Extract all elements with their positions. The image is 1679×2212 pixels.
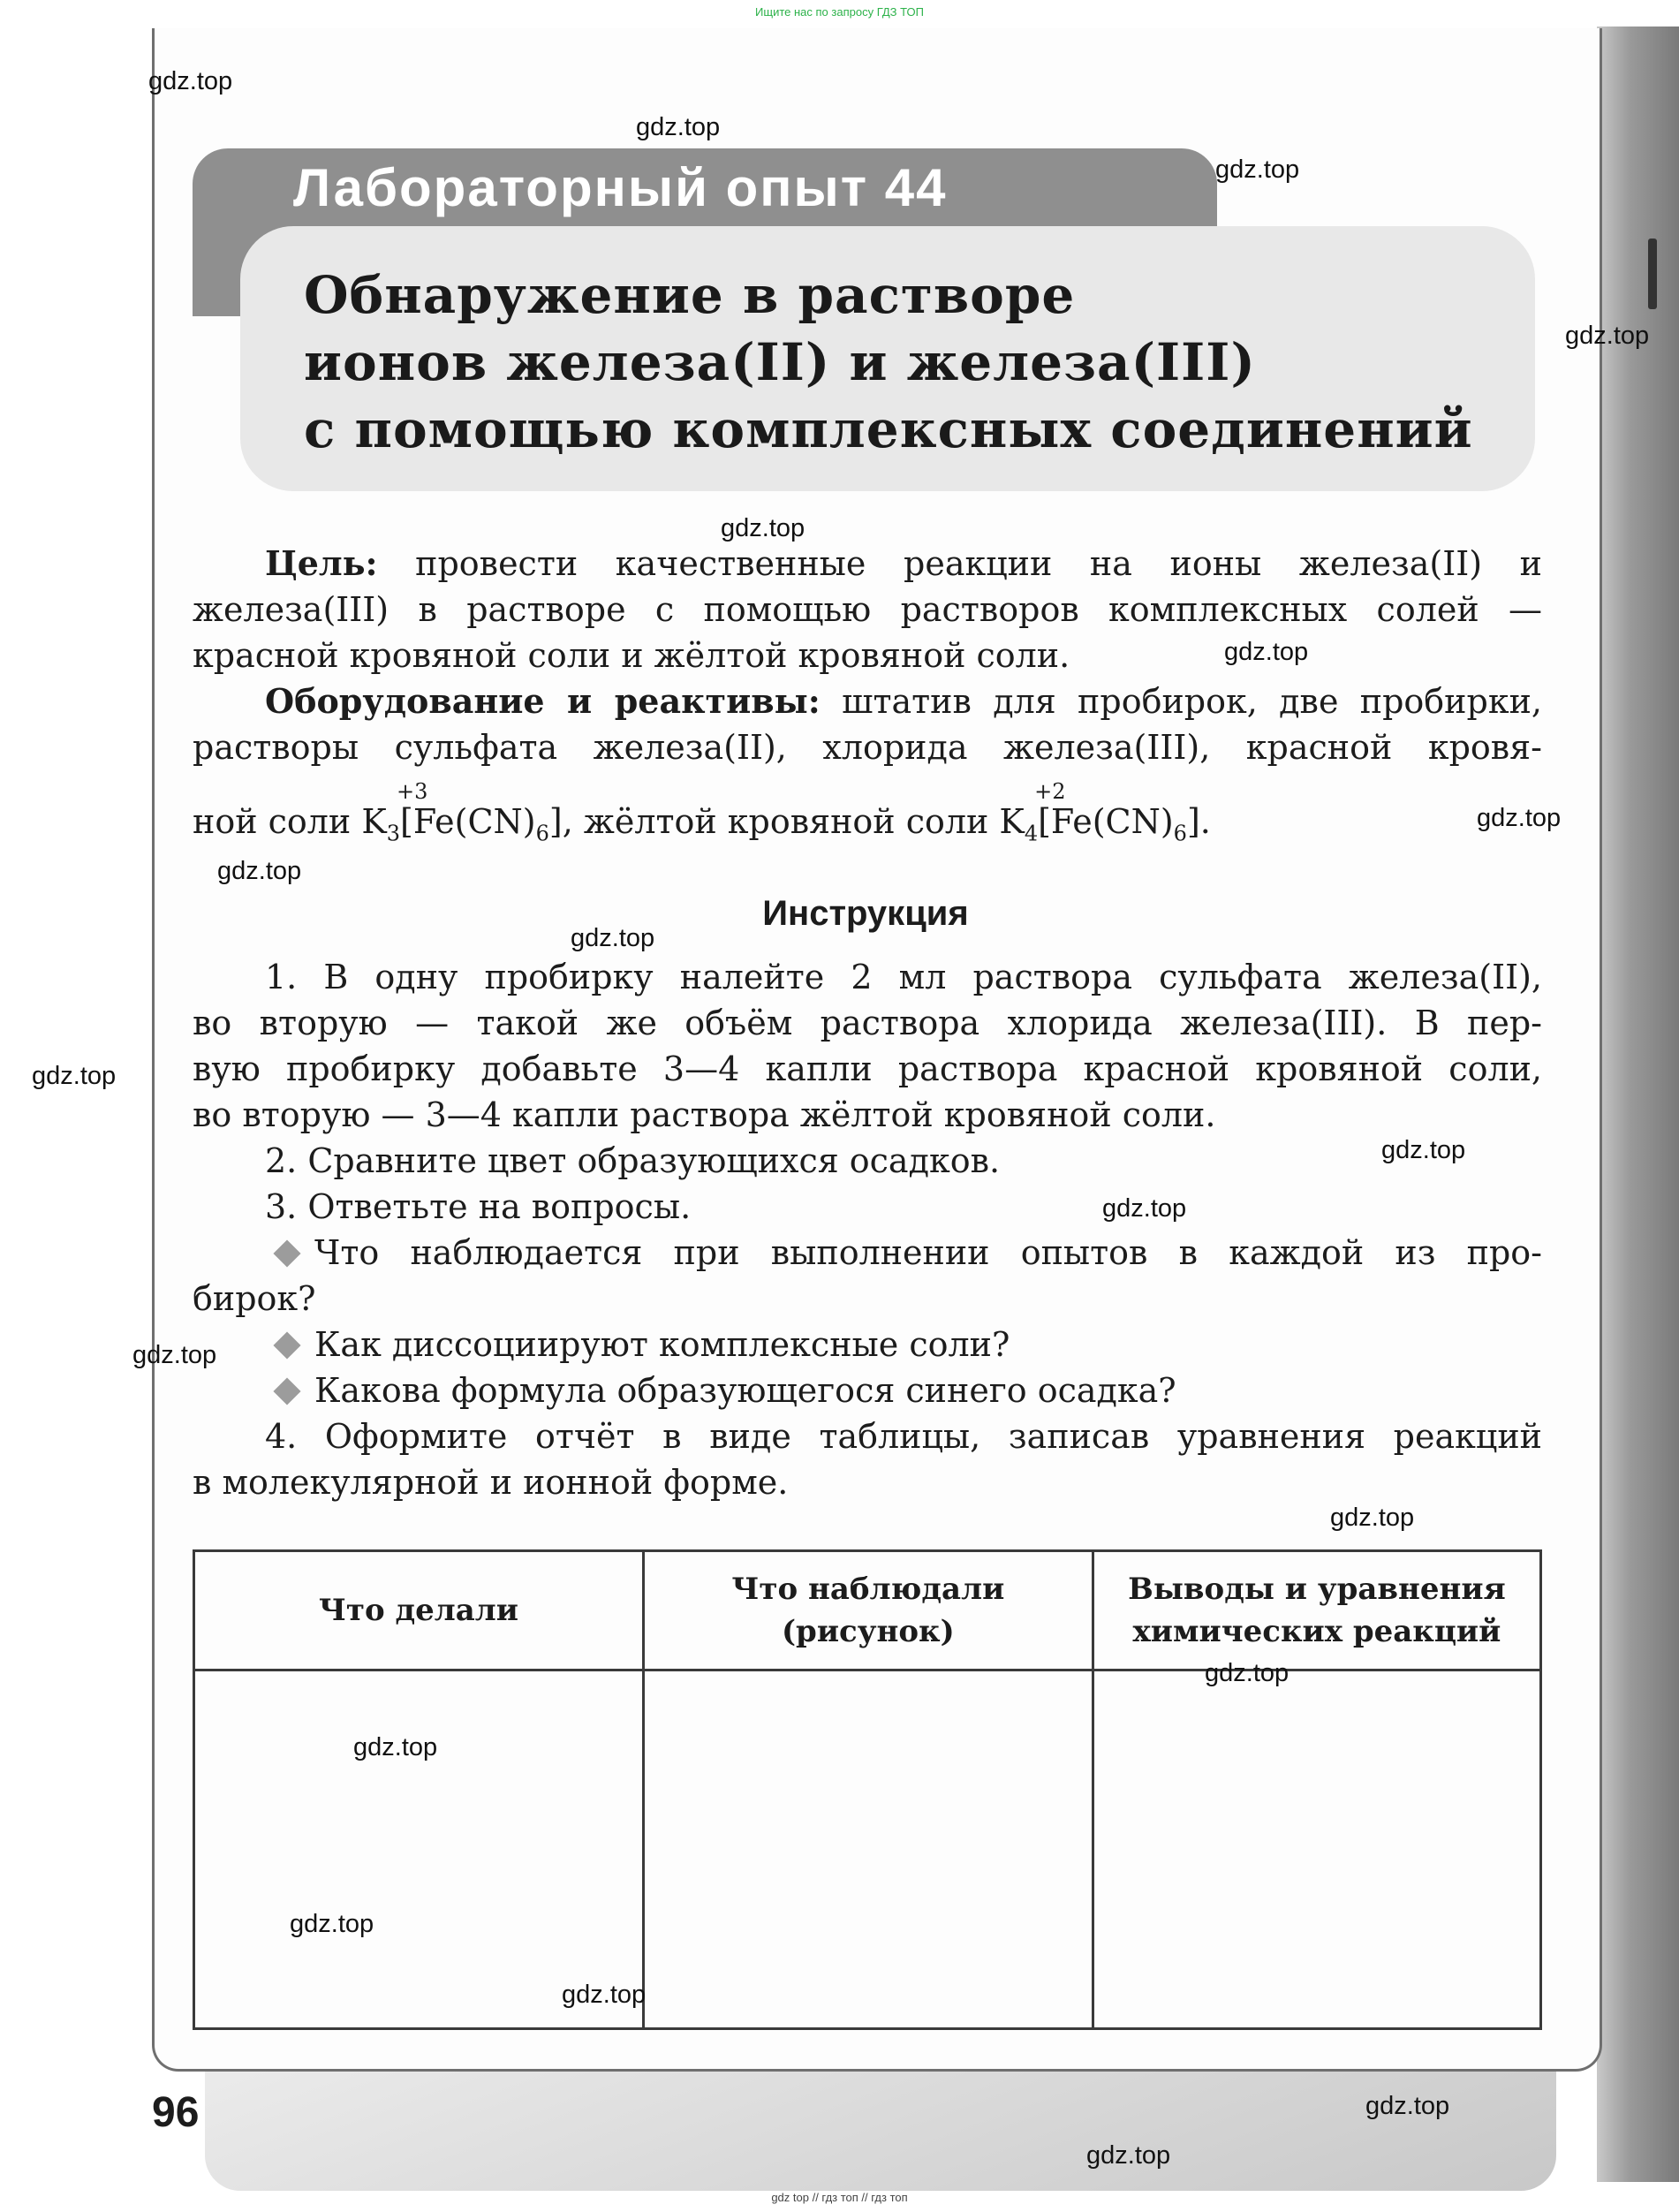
formula-yellow-fe: +2 [Fe(CN) [1038,802,1174,841]
diamond-bullet-icon [273,1331,300,1359]
step-1-line-4: во вторую — 3—4 капли раствора жёлтой кровяной соли. [193,1095,1216,1134]
question-2: Как диссоциируют комплексные соли? [193,1322,1542,1367]
equipment-text-1: штатив для пробирок, две пробирки, [842,682,1542,721]
formula-red-salt: $K_3$ +3 $[Fe(CN)_6]$, [361,802,584,841]
equipment-label: Оборудование и реактивы: [265,681,821,721]
diamond-bullet-icon [273,1239,300,1267]
watermark: gdz.top [1330,1504,1415,1532]
watermark: gdz.top [1215,155,1300,184]
goal-line-2: железа(III) в растворе с помощью растворов комплексных солей — [193,590,1542,629]
watermark: gdz.top [353,1733,438,1761]
binding-mark [1648,239,1657,309]
header-conclusions: Выводы и уравнения химических реакций [1093,1551,1540,1670]
title-line-3: с помощью комплексных соединений [304,399,1473,459]
question-1-line-1: Что наблюдается при выполнении опытов в каждой из про- [193,1230,1542,1276]
header-observed: Что наблюдали (рисунок) [643,1551,1093,1670]
goal-line-1 [193,541,1542,587]
step-1-line-1: 1. В одну пробирку налейте 2 мл раствора сульфата железа(II), [265,958,1542,996]
cell-conclusions[interactable] [1093,1670,1540,2029]
step-1-line-3: вую пробирку добавьте 3—4 капли раствора красной кровяной соли, [193,1049,1542,1088]
cell-what-done[interactable] [194,1670,647,2029]
watermark: gdz.top [1477,804,1562,832]
watermark: gdz.top [32,1062,117,1090]
watermark: gdz.top [721,514,805,542]
equipment-line-2: растворы сульфата железа(II), хлорида железа(III), красной кровя- [193,728,1542,767]
watermark: gdz.top [132,1341,217,1369]
equipment-text-3: ной соли [193,802,352,841]
watermark: gdz.top [1381,1136,1466,1164]
watermark: gdz.top [636,113,721,141]
equipment-text-middle: жёлтой кровяной соли [583,802,989,841]
header-what-done: Что делали [194,1551,644,1670]
oxidation-state-3: +3 [397,779,428,804]
page-number: 96 [152,2089,200,2136]
question-1-line-2: бирок? [193,1279,316,1318]
diamond-bullet-icon [273,1377,300,1405]
title-line-1: Обнаружение в растворе [304,265,1076,325]
step-4-line-1: 4. Оформите отчёт в виде таблицы, записав уравнения реакций [265,1417,1542,1456]
goal-text-1: провести качественные реакции на ионы железа(II) и [415,544,1542,583]
oxidation-state-2: +2 [1034,779,1066,804]
equipment-line-3 [193,779,1341,857]
lab-title: Лабораторный опыт 44 [293,158,948,217]
goal-line-3: красной кровяной соли и жёлтой кровяной соли. [193,636,1070,675]
step-4-line-2: в молекулярной и ионной форме. [193,1463,789,1502]
step-2: 2. Сравните цвет образующихся осадков. [265,1141,1001,1180]
step-1-line-2: во вторую — такой же объём раствора хлорида железа(III). В пер- [193,1004,1542,1042]
formula-yellow-salt: $K_4$ +2 $[Fe(CN)_6]$. [999,802,1210,841]
watermark: gdz.top [148,67,233,95]
watermark: gdz.top [1565,322,1650,350]
step-3: 3. Ответьте на вопросы. [265,1187,692,1226]
watermark: gdz.top [562,1981,647,2009]
watermark: gdz.top [1365,2092,1450,2120]
footer-note: gdz top // гдз топ // гдз топ [771,2191,908,2204]
watermark: gdz.top [1205,1659,1290,1687]
watermark: gdz.top [1102,1194,1187,1223]
goal-label: Цель: [265,543,378,583]
equipment-line-1 [193,678,1542,724]
cell-observed[interactable] [643,1670,1093,2029]
report-table [193,1549,1542,2030]
watermark: gdz.top [1224,638,1309,666]
instruction-heading: Инструкция [762,894,969,933]
watermark: gdz.top [290,1910,374,1938]
question-3: Какова формула образующегося синего осадка? [193,1367,1542,1413]
table-header-row [194,1551,1541,1670]
title-line-2: ионов железа(II) и железа(III) [304,332,1256,392]
watermark: gdz.top [1086,2141,1171,2170]
header-note: Ищите нас по запросу ГДЗ ТОП [755,5,924,19]
formula-red-fe: +3 [Fe(CN) [400,802,536,841]
watermark: gdz.top [217,857,302,885]
table-row [194,1670,1541,2029]
watermark: gdz.top [571,924,655,952]
